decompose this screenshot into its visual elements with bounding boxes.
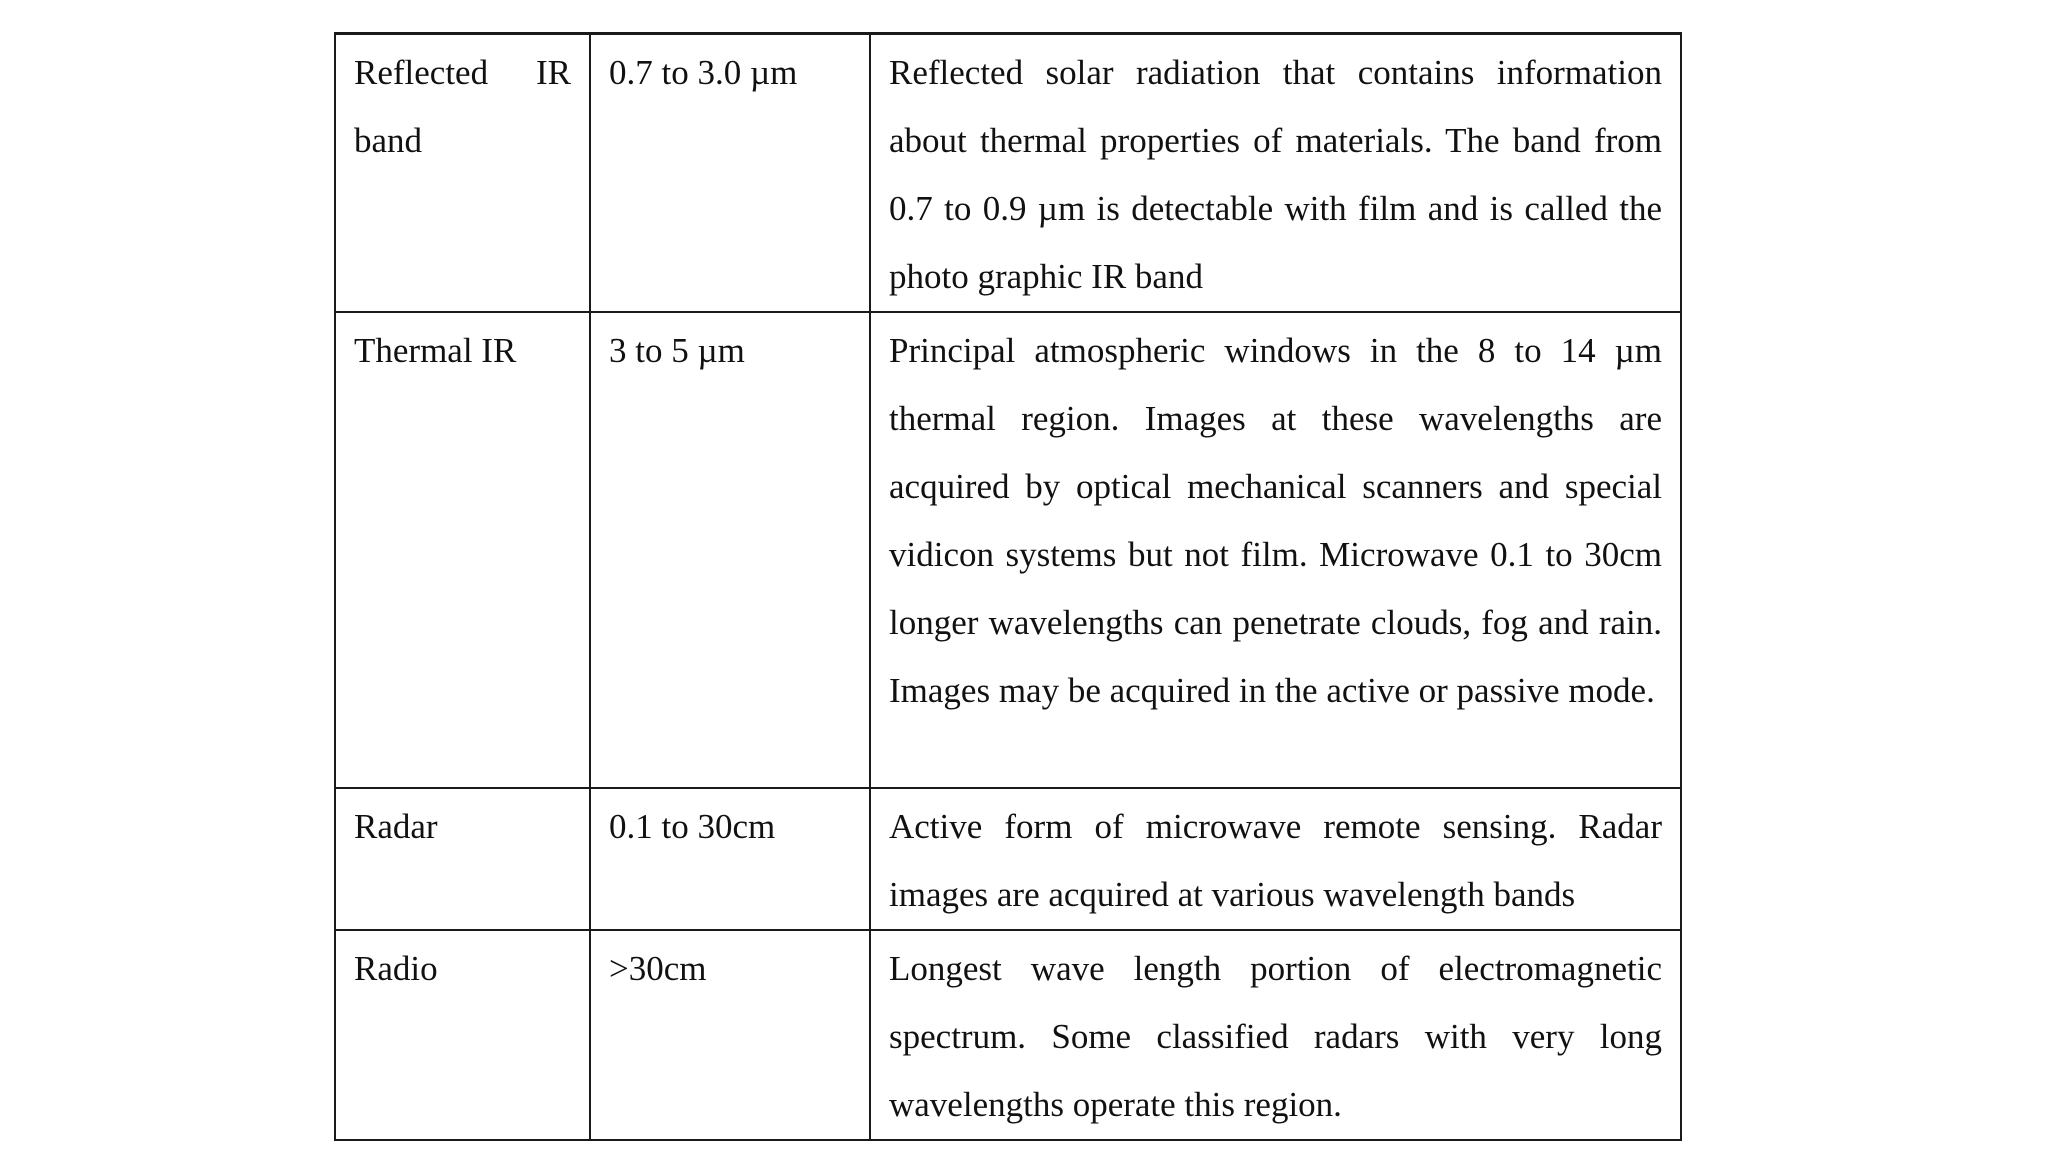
- wavelength-cell: 0.1 to 30cm: [590, 788, 870, 930]
- band-name-cell: Reflected IR band: [335, 34, 590, 313]
- band-name-cell: Radio: [335, 930, 590, 1140]
- band-name-cell: Thermal IR: [335, 312, 590, 788]
- spectral-bands-table: [334, 32, 1682, 1141]
- wavelength-cell: 3 to 5 µm: [590, 312, 870, 788]
- table-row: [335, 34, 1681, 313]
- table-row: [335, 312, 1681, 788]
- table-row: [335, 788, 1681, 930]
- description-cell: Active form of microwave remote sensing. Radar images are acquired at various wavelength bands: [870, 788, 1681, 930]
- description-cell: Reflected solar radiation that contains information about thermal properties of materials. The band from 0.7 to 0.9 µm is detectable with film and is called the photo graphic IR band: [870, 34, 1681, 313]
- description-cell: Principal atmospheric windows in the 8 to 14 µm thermal region. Images at these wavelengths are acquired by optical mechanical scanners and special vidicon systems but not film. Microwave 0.1 to 30cm longer wavelengths can penetrate clouds, fog and rain. Images may be acquired in the active or passive mode.: [870, 312, 1681, 788]
- band-name-cell: Radar: [335, 788, 590, 930]
- description-cell: Longest wave length portion of electromagnetic spectrum. Some classified radars with very long wavelengths operate this region.: [870, 930, 1681, 1140]
- table-row: [335, 930, 1681, 1140]
- wavelength-cell: >30cm: [590, 930, 870, 1140]
- wavelength-cell: 0.7 to 3.0 µm: [590, 34, 870, 313]
